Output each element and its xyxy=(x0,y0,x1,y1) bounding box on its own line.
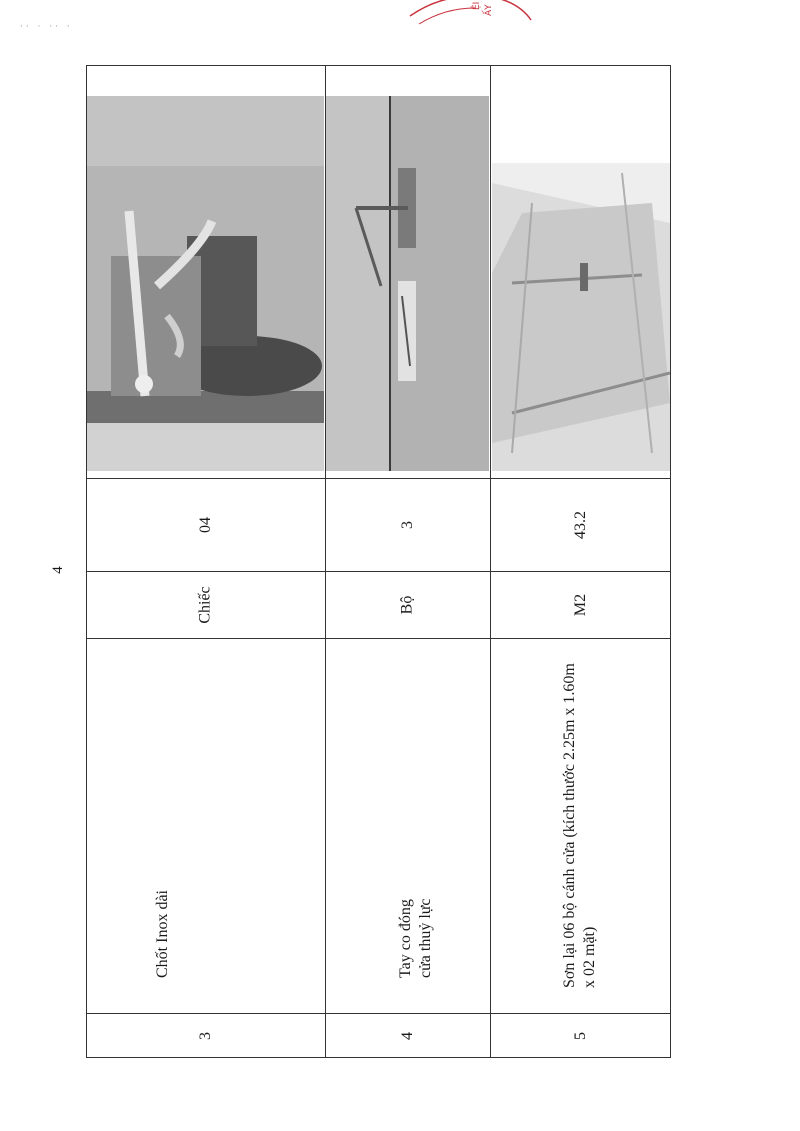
cell-quantity: 04 xyxy=(196,516,214,533)
items-table xyxy=(86,65,671,1058)
svg-text:ẤY: ẤY xyxy=(484,4,494,16)
painted-door-panel-photo xyxy=(492,163,670,471)
cell-description: Tay co đóng cửa thuỷ lực xyxy=(397,898,434,978)
scan-specks: ·· · ·· · xyxy=(20,22,73,32)
cell-stt: 4 xyxy=(398,1031,416,1040)
cell-stt: 3 xyxy=(196,1031,214,1040)
hydraulic-door-closer-photo xyxy=(326,96,489,471)
cell-unit: M2 xyxy=(571,593,589,616)
page-number: 4 xyxy=(49,566,66,574)
cell-description: Sơn lại 06 bộ cánh cửa (kích thước 2.25m x 1.60m x 02 mặt) xyxy=(561,663,598,988)
cell-stt: 5 xyxy=(572,1031,589,1040)
cell-description: Chốt Inox dài xyxy=(154,890,171,978)
cell-unit: Bộ xyxy=(398,595,416,614)
red-stamp xyxy=(405,0,535,34)
svg-text:ỆI: ỆI xyxy=(472,1,482,10)
cell-unit: Chiếc xyxy=(196,585,214,624)
stainless-latch-photo xyxy=(87,96,324,471)
cell-quantity: 43.2 xyxy=(572,510,589,539)
row-divider xyxy=(490,66,491,1057)
cell-quantity: 3 xyxy=(398,520,416,529)
